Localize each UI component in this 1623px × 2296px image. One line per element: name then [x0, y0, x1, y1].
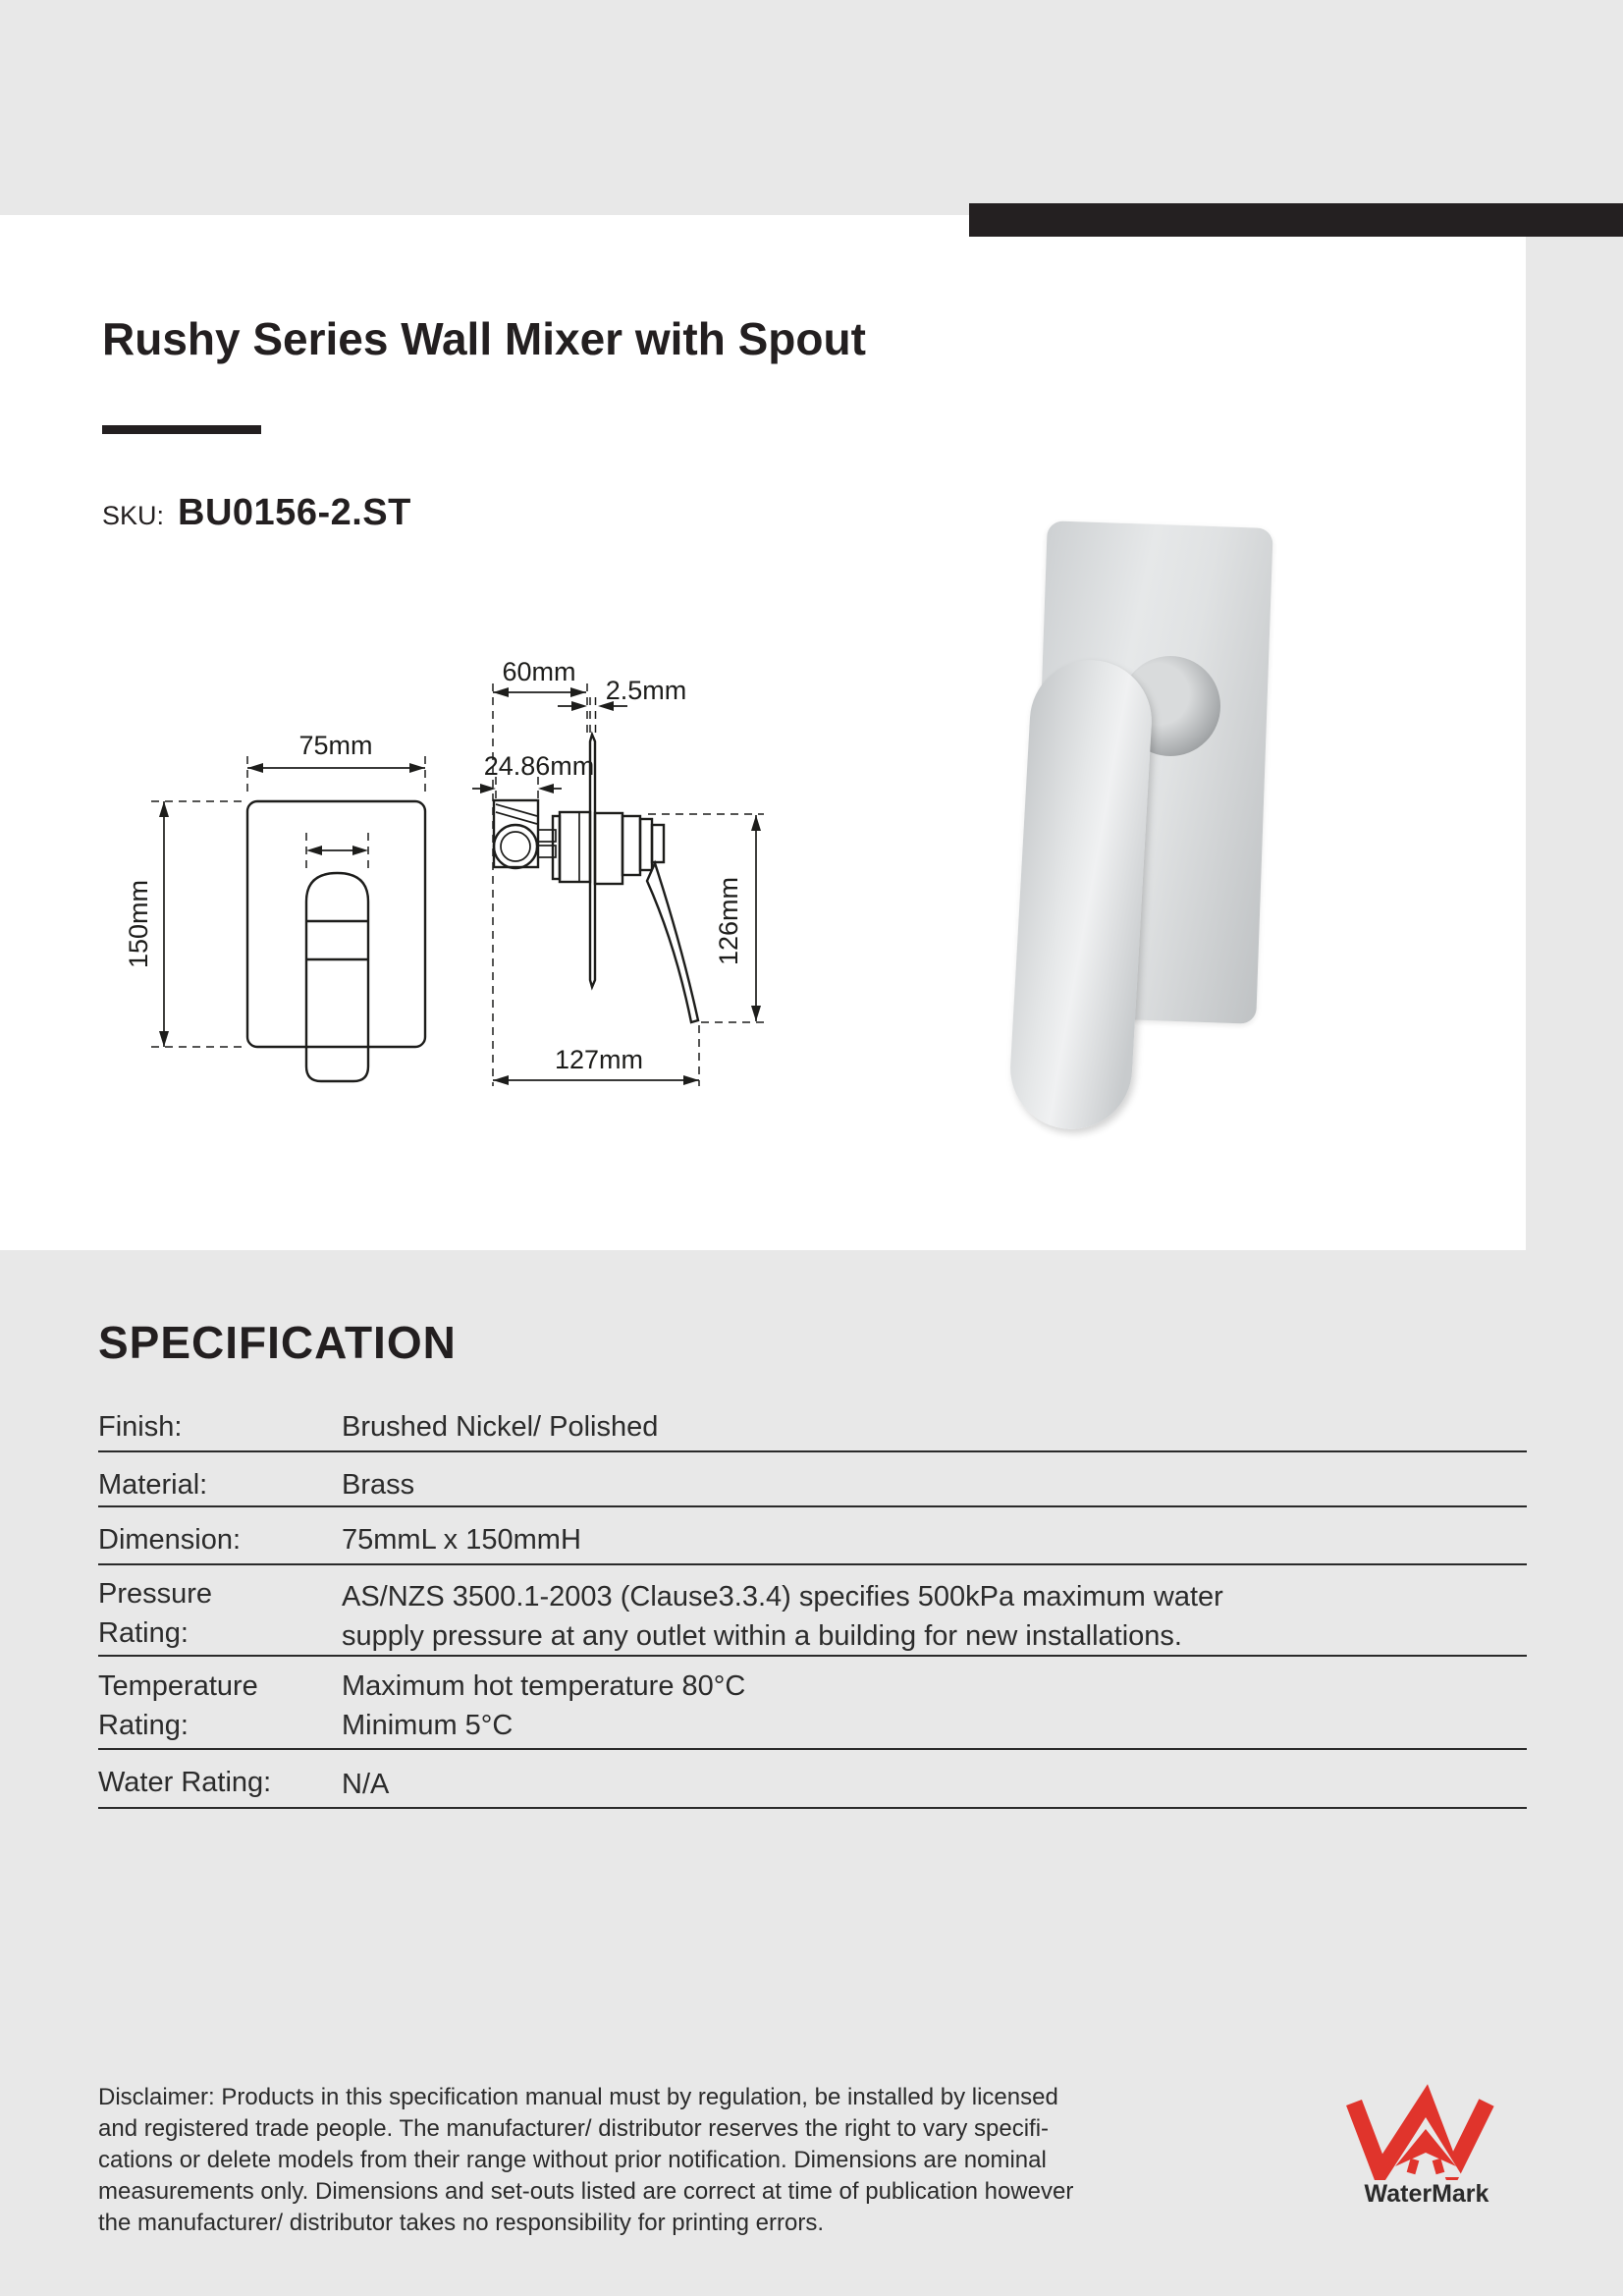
spec-row-label: Dimension: [98, 1524, 242, 1556]
sku-row [102, 492, 411, 534]
spec-row-value-line2: supply pressure at any outlet within a building for new installations. [342, 1620, 1182, 1652]
dim-total-depth-label: 127mm [554, 1045, 644, 1074]
disclaimer-line: the manufacturer/ distributor takes no responsibility for printing errors. [98, 2210, 824, 2236]
table-divider [98, 1563, 1527, 1565]
page-title: Rushy Series Wall Mixer with Spout [102, 313, 866, 364]
table-divider [98, 1450, 1527, 1452]
spec-row-value: 75mmL x 150mmH [342, 1524, 581, 1556]
spec-row-label: Water Rating: [98, 1767, 272, 1798]
disclaimer-text [98, 2082, 1139, 2239]
product-photo [1001, 501, 1316, 1149]
photo-lever-handle [1007, 657, 1155, 1132]
header-band [0, 0, 1623, 215]
disclaimer-line: cations or delete models from their range without prior notification. Dimensions are nominal [98, 2147, 1047, 2173]
side-cartridge [560, 812, 590, 882]
spec-row-value: N/A [342, 1769, 390, 1800]
top-dark-bar [969, 203, 1623, 237]
spec-row-value: Maximum hot temperature 80°C [342, 1670, 746, 1702]
spec-row-value: Brushed Nickel/ Polished [342, 1411, 659, 1443]
spec-heading: SPECIFICATION [98, 1317, 457, 1368]
table-divider [98, 1505, 1527, 1507]
front-plate-outline [247, 801, 425, 1047]
front-handle-outline [306, 873, 368, 1081]
watermark-logo [1335, 2082, 1512, 2180]
spec-row-value-line2: Minimum 5°C [342, 1710, 514, 1741]
side-handle-stem [652, 825, 664, 862]
title-divider [102, 425, 261, 434]
spec-row-label: Material: [98, 1469, 208, 1501]
sku-value: BU0156-2.ST [178, 492, 411, 533]
spec-row-label: Pressure [98, 1578, 213, 1610]
dim-front-width-label: 75mm [298, 731, 373, 760]
dim-plate-thickness-label: 2.5mm [605, 676, 687, 705]
table-divider [98, 1655, 1527, 1657]
spec-row-label-line2: Rating: [98, 1617, 189, 1649]
watermark-label: WaterMark [1364, 2180, 1489, 2208]
disclaimer-line: and registered trade people. The manufacturer/ distributor reserves the right to vary specifi- [98, 2115, 1050, 2142]
dim-lever-height-label: 126mm [714, 876, 743, 966]
disclaimer-line: measurements only. Dimensions and set-outs listed are correct at time of publication however [98, 2178, 1074, 2205]
side-hub-1 [595, 813, 622, 884]
dim-front-height-label: 150mm [124, 879, 153, 969]
technical-drawing [98, 629, 805, 1120]
table-divider [98, 1807, 1527, 1809]
side-inlet-inner-circle [501, 832, 530, 861]
side-hub-2 [622, 816, 640, 875]
table-divider [98, 1748, 1527, 1750]
spec-row-value: Brass [342, 1469, 415, 1501]
side-lever-blade [647, 863, 698, 1022]
disclaimer-line: Disclaimer: Products in this specification manual must by regulation, be installed by licensed [98, 2084, 1058, 2110]
spec-row-label: Temperature [98, 1670, 258, 1702]
dim-depth-label: 60mm [502, 657, 576, 686]
right-edge-strip [1526, 237, 1623, 1250]
spec-row-label-line2: Rating: [98, 1710, 189, 1741]
sku-label: SKU: [102, 501, 165, 530]
dim-cartridge-depth-label: 24.86mm [483, 751, 595, 781]
spec-row-value: AS/NZS 3500.1-2003 (Clause3.3.4) specifies 500kPa maximum water [342, 1581, 1223, 1613]
side-hub-3 [640, 819, 652, 870]
spec-row-label: Finish: [98, 1411, 183, 1443]
